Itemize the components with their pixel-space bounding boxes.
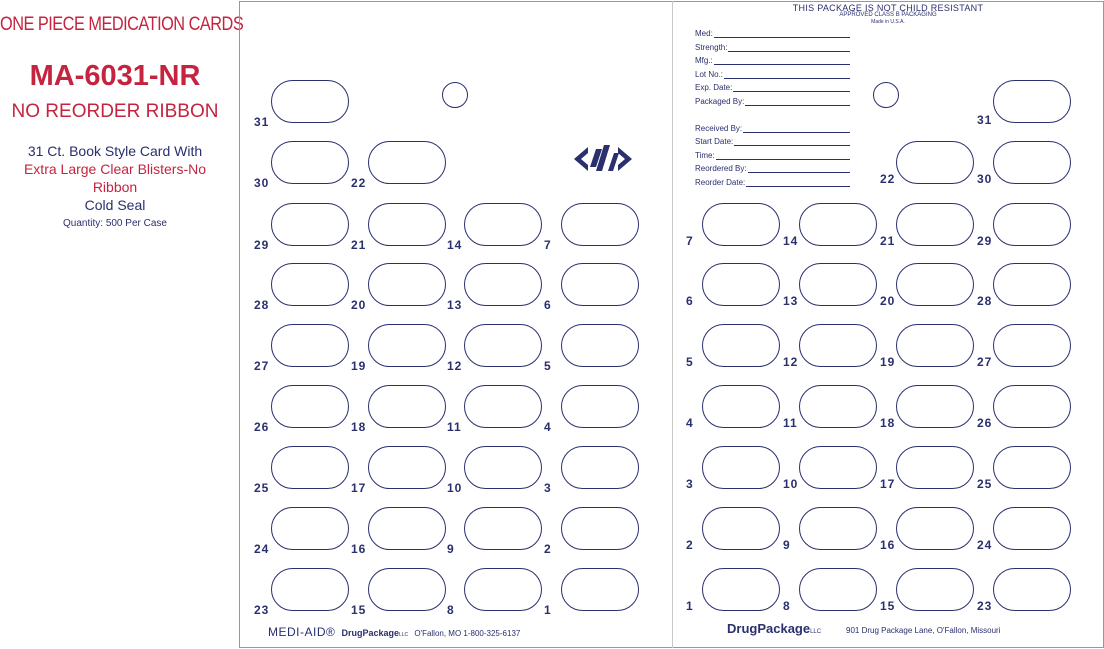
blister-cavity bbox=[464, 446, 542, 489]
blister-cavity bbox=[896, 385, 974, 428]
footer-llc-right: LLC bbox=[810, 629, 822, 635]
dose-number: 27 bbox=[254, 359, 270, 373]
dose-number: 29 bbox=[254, 238, 270, 252]
dose-number: 3 bbox=[686, 477, 694, 491]
blister-cavity bbox=[896, 507, 974, 550]
dose-number: 4 bbox=[544, 420, 552, 434]
dose-number: 8 bbox=[783, 599, 791, 613]
dose-number: 30 bbox=[254, 176, 270, 190]
blister-cavity bbox=[799, 568, 877, 611]
blister-cavity bbox=[896, 568, 974, 611]
blister-cavity bbox=[561, 263, 639, 306]
blister-cavity bbox=[464, 507, 542, 550]
dose-number: 15 bbox=[351, 603, 367, 617]
blister-cavity bbox=[271, 507, 349, 550]
blister-cavity bbox=[464, 568, 542, 611]
dose-number: 27 bbox=[977, 355, 993, 369]
blister-cavity bbox=[271, 446, 349, 489]
blister-cavity bbox=[368, 203, 446, 246]
dose-number: 24 bbox=[977, 538, 993, 552]
blister-cavity bbox=[368, 507, 446, 550]
footer-company-right: DrugPackage bbox=[727, 621, 811, 636]
model-number: MA-6031-NR bbox=[29, 60, 201, 92]
blister-cavity bbox=[993, 568, 1071, 611]
form-field-label: Reordered By: bbox=[695, 164, 747, 173]
dose-number: 13 bbox=[783, 294, 799, 308]
made-in-label: Made in U.S.A. bbox=[871, 19, 905, 25]
blister-cavity bbox=[799, 263, 877, 306]
blister-cavity bbox=[561, 203, 639, 246]
blister-cavity bbox=[799, 446, 877, 489]
medi-aid-brand: MEDI-AID® bbox=[268, 625, 336, 639]
form-field-label: Received By: bbox=[695, 124, 743, 133]
desc-line-3: Cold Seal bbox=[84, 197, 146, 213]
blister-cavity bbox=[702, 324, 780, 367]
dose-number: 15 bbox=[880, 599, 896, 613]
form-field-label: Strength: bbox=[695, 43, 728, 52]
blister-cavity bbox=[464, 263, 542, 306]
footer-address: 901 Drug Package Lane, O'Fallon, Missouri bbox=[846, 626, 1001, 635]
dose-number: 12 bbox=[783, 355, 799, 369]
form-field-line bbox=[746, 186, 850, 187]
form-field-label: Packaged By: bbox=[695, 97, 745, 106]
left-footer bbox=[268, 625, 520, 639]
dose-number: 10 bbox=[783, 477, 799, 491]
dose-number: 11 bbox=[447, 420, 462, 434]
blister-cavity bbox=[368, 141, 446, 184]
dose-number: 13 bbox=[447, 298, 463, 312]
blister-cavity bbox=[896, 203, 974, 246]
product-line-title: ONE PIECE MEDICATION CARDS bbox=[0, 14, 244, 35]
blister-cavity bbox=[271, 324, 349, 367]
dose-number: 25 bbox=[254, 481, 270, 495]
dose-number: 6 bbox=[686, 294, 694, 308]
blister-cavity bbox=[799, 324, 877, 367]
blister-cavity bbox=[561, 385, 639, 428]
blister-cavity bbox=[702, 385, 780, 428]
warning-heading: THIS PACKAGE IS NOT CHILD RESISTANT bbox=[792, 3, 984, 13]
dose-number: 16 bbox=[351, 542, 367, 556]
blister-cavity bbox=[702, 568, 780, 611]
desc-line-1: 31 Ct. Book Style Card With bbox=[27, 143, 203, 159]
blister-cavity bbox=[271, 80, 349, 123]
form-field-line bbox=[748, 172, 850, 173]
dose-number: 23 bbox=[254, 603, 270, 617]
blister-cavity bbox=[993, 141, 1071, 184]
form-field-line bbox=[734, 145, 850, 146]
blister-cavity bbox=[702, 446, 780, 489]
dose-number: 7 bbox=[686, 234, 694, 248]
blister-cavity bbox=[993, 203, 1071, 246]
fold-line bbox=[672, 1, 673, 648]
blister-cavity bbox=[799, 385, 877, 428]
punch-hole-right bbox=[873, 82, 899, 108]
dose-number: 9 bbox=[783, 538, 791, 552]
dose-number: 19 bbox=[880, 355, 896, 369]
form-field-line bbox=[716, 159, 850, 160]
blister-cavity bbox=[993, 507, 1071, 550]
dose-number: 17 bbox=[351, 481, 367, 495]
blister-cavity bbox=[271, 263, 349, 306]
product-subtitle: NO REORDER RIBBON bbox=[11, 101, 219, 122]
dose-number: 28 bbox=[977, 294, 993, 308]
form-field-label: Start Date: bbox=[695, 137, 734, 146]
dose-number: 17 bbox=[880, 477, 896, 491]
dose-number: 5 bbox=[686, 355, 694, 369]
info-panel bbox=[0, 0, 244, 649]
blister-cavity bbox=[896, 324, 974, 367]
dose-number: 23 bbox=[977, 599, 993, 613]
blister-cavity bbox=[702, 507, 780, 550]
blister-cavity bbox=[993, 324, 1071, 367]
dose-number: 10 bbox=[447, 481, 463, 495]
blister-cavity bbox=[896, 263, 974, 306]
blister-cavity bbox=[271, 141, 349, 184]
dose-number: 24 bbox=[254, 542, 270, 556]
blister-cavity bbox=[271, 203, 349, 246]
dose-number: 22 bbox=[351, 176, 367, 190]
blister-cavity bbox=[561, 324, 639, 367]
drugpackage-logo-icon bbox=[572, 141, 634, 177]
blister-cavity bbox=[993, 385, 1071, 428]
blister-cavity bbox=[561, 568, 639, 611]
blister-cavity bbox=[271, 568, 349, 611]
blister-cavity bbox=[271, 385, 349, 428]
dose-number: 18 bbox=[880, 416, 896, 430]
form-field-label: Mfg.: bbox=[695, 56, 713, 65]
footer-contact: O'Fallon, MO 1-800-325-6137 bbox=[414, 629, 521, 638]
blister-cavity bbox=[464, 203, 542, 246]
blister-cavity bbox=[561, 446, 639, 489]
dose-number: 14 bbox=[783, 234, 799, 248]
blister-cavity bbox=[702, 203, 780, 246]
blister-cavity bbox=[993, 80, 1071, 123]
dose-number: 20 bbox=[880, 294, 896, 308]
blister-cavity bbox=[368, 324, 446, 367]
form-field-line bbox=[714, 64, 850, 65]
dose-number: 11 bbox=[783, 416, 798, 430]
dose-number: 21 bbox=[351, 238, 367, 252]
form-field-label: Med: bbox=[695, 29, 713, 38]
blister-cavity bbox=[799, 203, 877, 246]
form-field-label: Exp. Date: bbox=[695, 83, 733, 92]
product-description bbox=[0, 142, 230, 214]
form-field-line bbox=[724, 78, 850, 79]
form-field-line bbox=[743, 132, 850, 133]
dose-number: 21 bbox=[880, 234, 896, 248]
dose-number: 26 bbox=[254, 420, 270, 434]
dose-number: 22 bbox=[880, 172, 896, 186]
dose-number: 2 bbox=[686, 538, 694, 552]
dose-number: 25 bbox=[977, 477, 993, 491]
footer-llc: LLC bbox=[399, 632, 409, 638]
dose-number: 20 bbox=[351, 298, 367, 312]
form-field-line bbox=[728, 51, 850, 52]
dose-number: 16 bbox=[880, 538, 896, 552]
dose-number: 5 bbox=[544, 359, 552, 373]
blister-cavity bbox=[702, 263, 780, 306]
dose-number: 18 bbox=[351, 420, 367, 434]
form-field-label: Lot No.: bbox=[695, 70, 724, 79]
blister-cavity bbox=[368, 385, 446, 428]
blister-cavity bbox=[368, 263, 446, 306]
desc-line-2: Extra Large Clear Blisters-No Ribbon bbox=[23, 161, 207, 195]
quantity-label: Quantity: 500 Per Case bbox=[63, 218, 167, 229]
dose-number: 30 bbox=[977, 172, 993, 186]
blister-cavity bbox=[561, 507, 639, 550]
blister-cavity bbox=[368, 446, 446, 489]
blister-cavity bbox=[799, 507, 877, 550]
blister-cavity bbox=[464, 324, 542, 367]
dose-number: 28 bbox=[254, 298, 270, 312]
dose-number: 1 bbox=[544, 603, 552, 617]
form-field-line bbox=[733, 91, 850, 92]
form-field-line bbox=[745, 105, 850, 106]
blister-cavity bbox=[896, 141, 974, 184]
dose-number: 7 bbox=[544, 238, 552, 252]
blister-cavity bbox=[993, 263, 1071, 306]
dose-number: 14 bbox=[447, 238, 463, 252]
punch-hole-left bbox=[442, 82, 468, 108]
form-field-label: Time: bbox=[695, 151, 715, 160]
blister-cavity bbox=[464, 385, 542, 428]
dose-number: 29 bbox=[977, 234, 993, 248]
dose-number: 19 bbox=[351, 359, 367, 373]
dose-number: 9 bbox=[447, 542, 455, 556]
dose-number: 1 bbox=[686, 599, 694, 613]
form-field-label: Reorder Date: bbox=[695, 178, 746, 187]
dose-number: 4 bbox=[686, 416, 694, 430]
packaging-class: APPROVED CLASS B PACKAGING bbox=[839, 12, 937, 18]
dose-number: 31 bbox=[977, 113, 993, 127]
dose-number: 12 bbox=[447, 359, 463, 373]
dose-number: 31 bbox=[254, 115, 270, 129]
form-field-line bbox=[714, 37, 850, 38]
right-footer-company bbox=[727, 621, 821, 636]
dose-number: 26 bbox=[977, 416, 993, 430]
dose-number: 8 bbox=[447, 603, 455, 617]
dose-number: 6 bbox=[544, 298, 552, 312]
blister-cavity bbox=[993, 446, 1071, 489]
blister-cavity bbox=[368, 568, 446, 611]
blister-cavity bbox=[896, 446, 974, 489]
dose-number: 3 bbox=[544, 481, 552, 495]
dose-number: 2 bbox=[544, 542, 552, 556]
footer-company: DrugPackage bbox=[341, 628, 399, 638]
